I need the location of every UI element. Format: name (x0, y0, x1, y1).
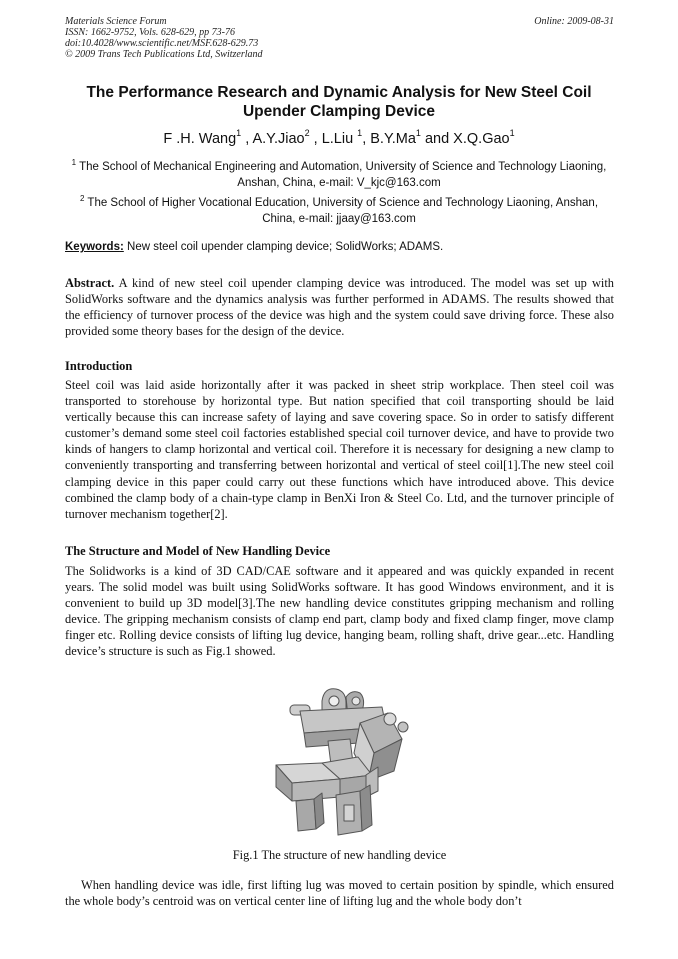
copyright-line: © 2009 Trans Tech Publications Ltd, Switzerland (65, 49, 263, 60)
author-name: , L.Liu (309, 131, 358, 147)
structure-paragraph: The Solidworks is a kind of 3D CAD/CAE software and it appeared and was quickly expanded in recent years. The solid model was built using SolidWorks software. It has good Windows environment, and it is convenient to build up 3D model[3].The new handling device constitutes gripping mechanism and rolling device. The gripping mechanism consists of clamp end part, clamp body and fixed clamp finger, move clamp finger etc. Rolling device consists of lifting lug device, hanging beam, rolling shaft, drive gear...etc. Handling device’s structure is such as Fig.1 showed. (65, 564, 614, 659)
section-heading-introduction: Introduction (65, 359, 133, 373)
affiliation-text: The School of Mechanical Engineering and Automation, University of Science and Technology Liaoning, Anshan, China, e-mail: V_kjc@163.com (79, 161, 607, 189)
author-name: F .H. Wang (163, 131, 237, 147)
figure-caption: Fig.1 The structure of new handling device (232, 848, 447, 862)
keywords-text: New steel coil upender clamping device; SolidWorks; ADAMS. (123, 241, 444, 253)
abstract-label: Abstract. (65, 276, 115, 290)
doi-line: doi:10.4028/www.scientific.net/MSF.628-629.73 (65, 38, 259, 49)
author-sup: 1 (236, 128, 242, 138)
introduction-paragraph: Steel coil was laid aside horizontally after it was packed in sheet strip workplace. Then steel coil was transported to storehouse by horizontal type. But nation specified that coil transporting should be laid vertically because this can increase safety of laying and save covering space. So in order to satisfy different customer’s demand some steel coil factories established special coil turnover device, and have to provide two kinds of hangers to clamp horizontal and vertical coil. Therefore it is necessary for designing a new clamp to conveniently transporting and transferring between horizontal and vertical of steel coil[1].The new steel coil clamping device in this paper could carry out these functions which have introduced above. This device combined the clamp body of a chain-type clamp in BenXi Iron & Steel Co. Ltd, and the turnover principle of turnover mechanism together[2]. (65, 378, 614, 521)
online-date: Online: 2009-08-31 (534, 16, 614, 27)
author-sup: 1 (509, 128, 515, 138)
abstract (65, 275, 614, 339)
author-name: , B.Y.Ma (362, 131, 416, 147)
affiliation-2 (65, 191, 613, 227)
author-sup: 1 (415, 128, 421, 138)
keywords-label: Keywords (65, 241, 120, 253)
author-name: and X.Q.Gao (420, 131, 510, 147)
journal-name: Materials Science Forum (65, 16, 167, 27)
figure-handling-device (262, 683, 412, 841)
affiliation-1 (65, 155, 613, 191)
section-heading-structure: The Structure and Model of New Handling Device (65, 544, 331, 558)
author-sup: 1 (357, 128, 363, 138)
issn-line: ISSN: 1662-9752, Vols. 628-629, pp 73-76 (65, 27, 235, 38)
author-list (40, 128, 638, 147)
author-name: , A.Y.Jiao (241, 131, 305, 147)
affiliation-text: The School of Higher Vocational Education, University of Science and Technology Liaoning, Anshan, China, e-mail: jjaay@163.com (87, 197, 599, 225)
author-sup: 2 (304, 128, 310, 138)
paper-title: The Performance Research and Dynamic Analysis for New Steel Coil Upender Clamping Device (86, 84, 592, 120)
affiliation-sup: 2 (79, 194, 85, 203)
affiliation-sup: 1 (71, 158, 77, 167)
keywords: Keywords: New steel coil upender clamping device; SolidWorks; ADAMS. (65, 241, 444, 253)
running-header (65, 16, 263, 60)
abstract-text: A kind of new steel coil upender clamping device was introduced. The model was set up with SolidWorks software and the dynamics analysis was further performed in ADAMS. The results showed that the efficiency of turnover process of the device was high and the system could save driving force. These also provided some theory bases for the design of the device. (65, 276, 614, 339)
body-paragraph: When handling device was idle, first lifting lug was moved to certain position by spindle, which ensured the whole body’s centroid was on vertical center line of lifting lug and the whole body don’t (65, 878, 614, 909)
